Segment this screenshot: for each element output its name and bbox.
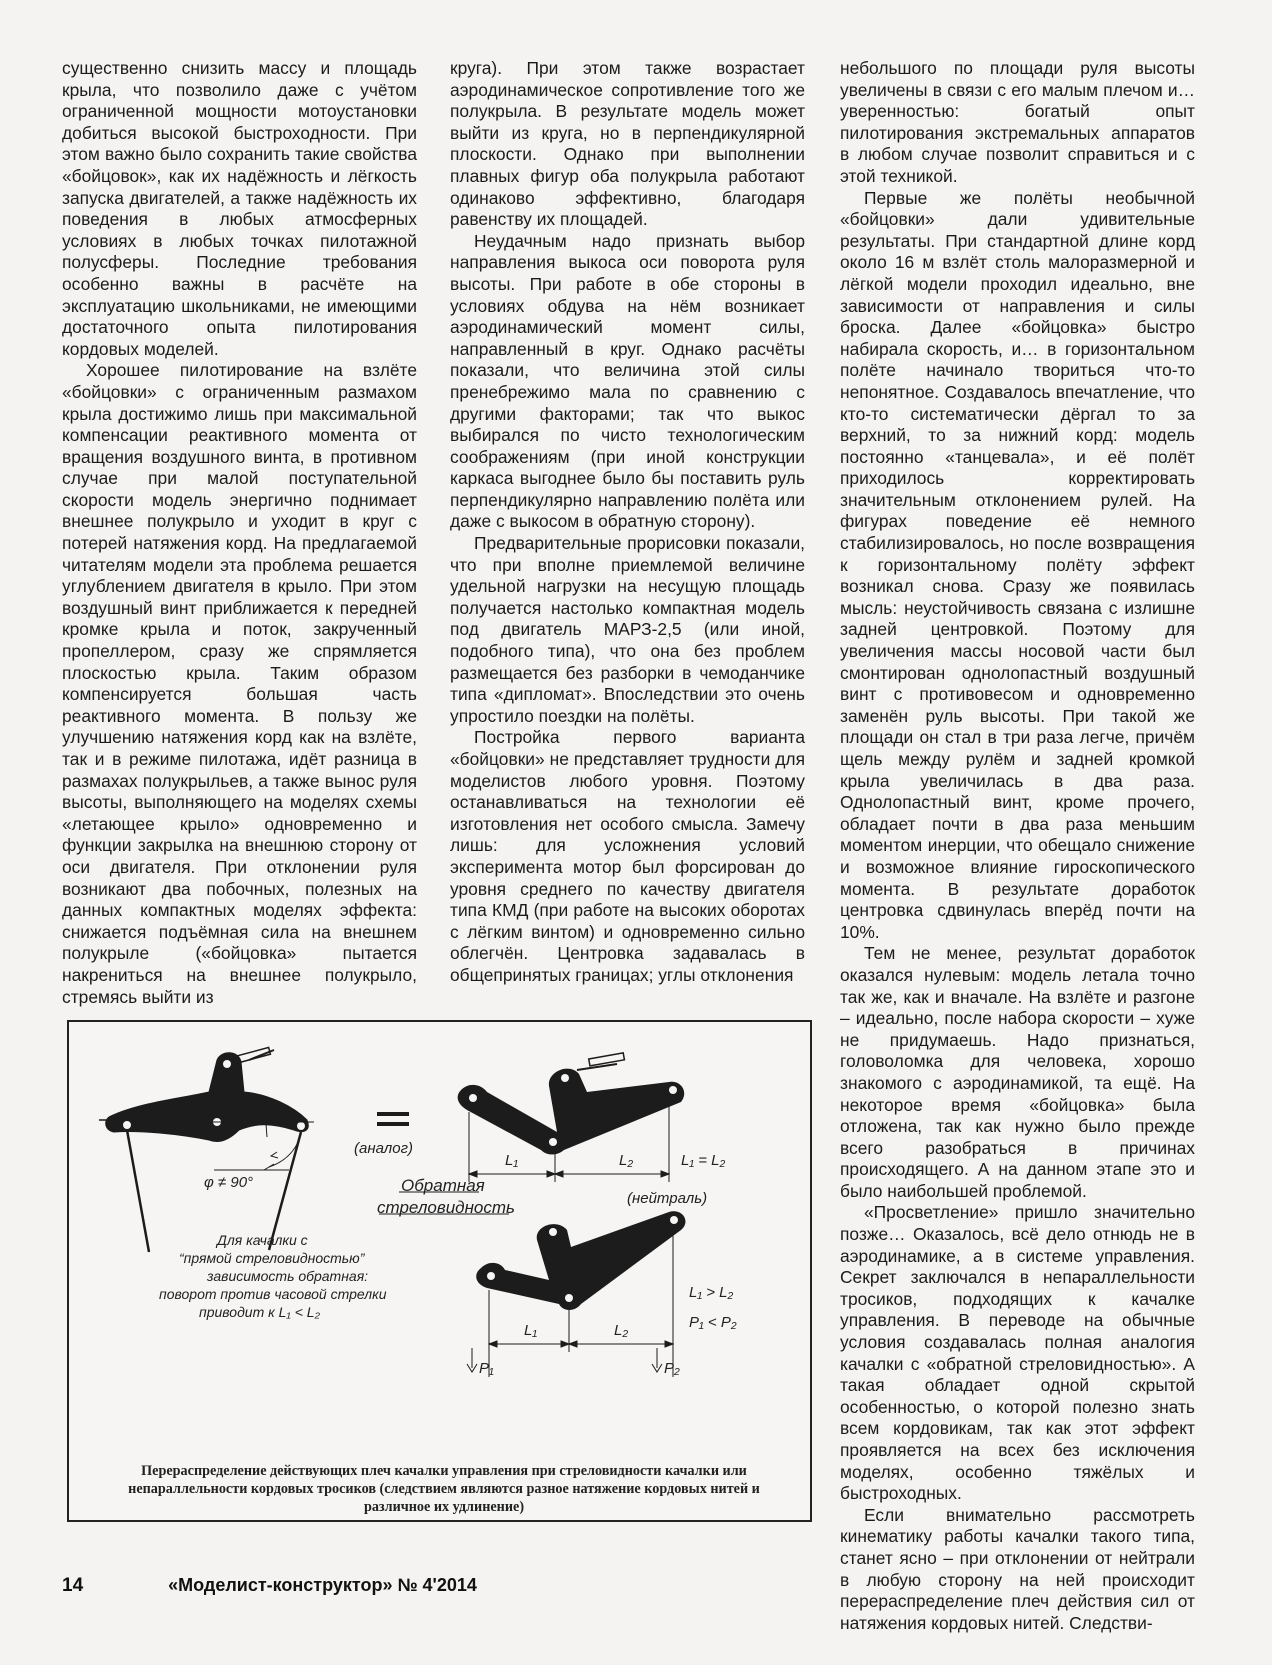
note-line-1: Для качалки с xyxy=(217,1232,308,1248)
v-bellcrank-reverse xyxy=(476,1211,685,1310)
paragraph: Если внимательно рассмотреть кинематику работы качалки такого типа, станет ясно – при отклонении от нейтрали в любую сторону на ней происходит перераспределение плеч действия сил от натяжения кордовых нитей. Следстви- xyxy=(840,1504,1195,1633)
paragraph: круга). При этом также возрастает аэродинамическое сопротивление того же полукрыла. В результате модель может выйти из круга, но в перпендикулярной плоскости. Однако при выполнении плавных фигур оба полукрыла работают одинаково эффективно, благодаря равенству их площадей. xyxy=(450,58,805,230)
label-reverse-sweep-1: Обратная xyxy=(401,1176,485,1195)
page-number: 14 xyxy=(62,1575,84,1596)
paragraph: Постройка первого варианта «бойцовки» не представляет трудности для моделистов любого уровня. Поэтому останавливаться на технологии её изготовления нет особого смысла. Замечу лишь: для усложнения условий эксперимента мотор был форсирован до уровня среднего по качеству двигателя типа КМД (при работе на высоких оборотах с лёгким винтом) и одновременно сильно облегчён. Центровка задавалась в общепринятых границах; углы отклонения xyxy=(450,727,805,985)
label-neutral: (нейтраль) xyxy=(627,1190,708,1207)
label-l-greater: L₁ > L₂ xyxy=(689,1284,734,1301)
label-l2-bottom: L₂ xyxy=(614,1322,629,1339)
label-p2: P₂ xyxy=(664,1360,680,1377)
note-line-4: поворот против часовой стрелки xyxy=(159,1286,387,1302)
paragraph: Первые же полёты необычной «бойцовки» дали удивительные результаты. При стандартной длине корд около 16 м взлёт столь малоразмерной и лёгкой модели проходил идеально, вне зависимости от направления и силы броска. Далее «бойцовка» быстро набирала скорость, и… в горизонтальном полёте начинало твориться что-то непонятное. Создавалось впечатление, что кто-то систематически дёргал то за верхний, то за нижний корд: модель постоянно «танцевала», и её полёт приходилось корректировать значительным отклонением рулей. На фигурах поведение её немного стабилизировалось, но после возвращения к горизонтальному полёту эффект возникал снова. Сразу же появилась мысль: неустойчивость связана с излишне задней центровкой. Поэтому для увеличения массы носовой части был смонтирован однолопастный воздушный винт с противовесом и одновременно заменён руль высоты. При такой же площади он стал в три раза легче, причём щель между рулём и задней кромкой крыла увеличилась в два раза. Однолопастный винт, кроме прочего, обладает почти в два раза меньшим моментом инерции, что обещало снижение и возможное влияние гироскопического момента. В результате доработок центровка сдвинулась вперёд почти на 10%. xyxy=(840,187,1195,942)
paragraph: Тем не менее, результат доработок оказался нулевым: модель летала точно так же, как и вначале. На взлёте и разгоне – идеально, после набора скорости – хуже не придумаешь. Надо признаться, головоломка для человека, хорошо знакомого с аэродинамикой, та ещё. На некоторое время «бойцовка» была отложена, так как нужно было прежде всего разобраться в причинах происходящего. А на данном этапе это и было наибольшей проблемой. xyxy=(840,943,1195,1201)
note-line-3: зависимость обратная: xyxy=(207,1268,369,1284)
paragraph: Неудачным надо признать выбор направления выкоса оси поворота руля высоты. При работе в обе стороны в условиях обдува на нём возникает аэродинамический момент силы, направленный в круг. Однако расчёты показали, что величина этой силы пренебрежимо мала по сравнению с другими факторами; так что выкос выбирался по чисто технологическим соображениям (при иной конструкции каркаса выгоднее было бы поставить руль перпендикулярно направлению полёта или даже с выкосом в обратную сторону). xyxy=(450,230,805,532)
paragraph: существенно снизить массу и площадь крыла, что позволило даже с учётом ограниченной мощности мотоустановки добиться высокой быстроходности. При этом важно было сохранить такие свойства «бойцовок», как их надёжность и лёгкость запуска двигателей, а также надёжность их поведения в любых атмосферных условиях в любых точках пилотажной полусферы. Последние требования особенно важны в расчёте на эксплуатацию школьниками, не имеющими достаточного опыта пилотирования кордовых моделей. xyxy=(62,58,417,359)
journal-name: «Моделист-конструктор» № 4'2014 xyxy=(168,1575,477,1595)
left-line-1 xyxy=(127,1130,149,1252)
label-reverse-sweep-2: стреловидность xyxy=(377,1198,515,1217)
equiv-sign xyxy=(377,1114,409,1124)
page-footer xyxy=(62,1575,477,1597)
text-column-3 xyxy=(840,58,1195,1634)
note-line-2: “прямой стреловидностью” xyxy=(179,1250,365,1266)
label-l2-top: L₂ xyxy=(619,1152,634,1169)
swept-bellcrank xyxy=(99,1047,308,1141)
label-analog: (аналог) xyxy=(354,1140,413,1157)
figure-bellcrank-diagram xyxy=(67,1020,812,1522)
label-phi: φ ≠ 90° xyxy=(204,1174,254,1191)
label-p-less: P₁ < P₂ xyxy=(689,1314,737,1331)
label-l1-top: L₁ xyxy=(505,1152,519,1169)
paragraph: небольшого по площади руля высоты увеличены в связи с его малым плечом и… уверенностью: богатый опыт пилотирования экстремальных аппаратов в любом случае позволит справиться и с этой техникой. xyxy=(840,58,1195,186)
bellcrank-drawing xyxy=(69,1022,814,1524)
label-l-equal: L₁ = L₂ xyxy=(681,1152,726,1169)
text-column-1 xyxy=(62,58,417,1008)
label-p1: P₁ xyxy=(479,1360,494,1377)
v-bellcrank-neutral xyxy=(458,1069,685,1155)
figure-caption: Перераспределение действующих плеч качалки управления при стреловидности качалки или непараллельности кордовых тросиков (следствием являются разное натяжение кордовых нитей и различное их удлинение) xyxy=(128,1463,760,1515)
label-l1-bottom: L₁ xyxy=(524,1322,538,1339)
text-column-2 xyxy=(450,58,805,987)
paragraph: Предварительные прорисовки показали, что при вполне приемлемой величине удельной нагрузки на несущую площадь получается настолько компактная модель под двигатель МАРЗ-2,5 (или иной, подобного типа), что она без проблем размещается без разборки в чемоданчике типа «дипломат». Впоследствии это очень упростило поездки на полёты. xyxy=(450,533,805,726)
paragraph: «Просветление» пришло значительно позже… Оказалось, всё дело отнюдь не в аэродинамике, а в системе управления. Секрет заключался в непараллельности тросиков, подходящих к качалке управления. В переводе на обычные условия создавалась полная аналогия качалки с «обратной стреловидностью». А такая обладает одной скрытой особенностью, о которой полезно знать всем кордовикам, так как этот эффект проявляется на всех без исключения моделях, особенно тяжёлых и быстроходных. xyxy=(840,1202,1195,1504)
paragraph: Хорошее пилотирование на взлёте «бойцовки» с ограниченным размахом крыла достижимо лишь при максимальной компенсации реактивного момента от вращения воздушного винта, в противном случае при малой поступательной скорости модель энергично поднимает внешнее полукрыло и уходит в круг с потерей натяжения корд. На предлагаемой читателям модели эта проблема решается углублением двигателя в крыло. При этом воздушный винт приближается к передней кромке крыла и поток, закрученный пропеллером, сразу же спрямляется плоскостью крыла. Таким образом компенсируется большая часть реактивного момента. В пользу же улучшению натяжения корд как на взлёте, так и в режиме пилотажа, идёт разница в размахах полукрыльев, а также вынос руля высоты, выполняющего на моделях схемы «летающее крыло» одновременно и функции закрылка на внешнюю сторону от оси двигателя. При отклонении руля возникают два побочных, полезных на данных компактных моделях эффекта: снижается подъёмная сила на внешнем полукрыле («бойцовка» пытается накрениться на внешнее полукрыло, стремясь выйти из xyxy=(62,360,417,1007)
note-line-5: приводит к L₁ < L₂ xyxy=(199,1304,320,1320)
